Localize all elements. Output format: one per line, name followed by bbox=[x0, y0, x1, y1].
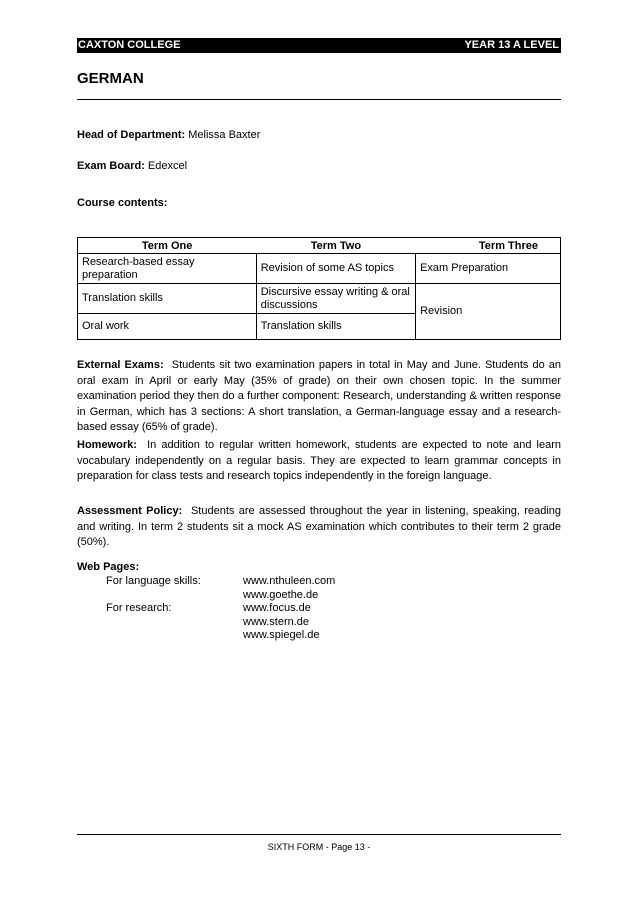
table-cell: Revision bbox=[416, 284, 561, 340]
header-bar bbox=[77, 38, 561, 53]
web-link[interactable]: www.focus.de bbox=[243, 602, 311, 614]
homework-text: In addition to regular written homework, students are expected to note and learn vocabulary independently on a regular basis. They are expected to learn grammar concepts in preparation for class tests and research topics independently in the foreign language. bbox=[77, 439, 561, 482]
web-link[interactable]: www.stern.de bbox=[243, 616, 310, 628]
table-header: Term One bbox=[78, 238, 257, 254]
web-pages-label: Web Pages: bbox=[77, 561, 140, 573]
web-link[interactable]: www.goethe.de bbox=[243, 589, 319, 601]
homework-label: Homework: bbox=[77, 439, 137, 451]
college-name: CAXTON COLLEGE bbox=[78, 39, 181, 51]
external-exams-label: External Exams: bbox=[77, 359, 164, 371]
hod-value: Melissa Baxter bbox=[188, 129, 261, 141]
table-header: Term Two bbox=[256, 238, 415, 254]
page-title: GERMAN bbox=[77, 70, 144, 87]
hod-label: Head of Department: bbox=[77, 129, 186, 141]
table-cell: Translation skills bbox=[256, 314, 415, 340]
language-skills-label: For language skills: bbox=[106, 575, 201, 587]
exam-board-value: Edexcel bbox=[147, 160, 188, 172]
web-link[interactable]: www.spiegel.de bbox=[243, 629, 320, 641]
homework-paragraph bbox=[77, 438, 561, 485]
table-cell: Discursive essay writing & oral discussions bbox=[256, 284, 415, 314]
table-cell: Translation skills bbox=[78, 284, 257, 314]
footer-divider bbox=[77, 834, 561, 835]
title-divider bbox=[77, 99, 561, 100]
course-contents-label: Course contents: bbox=[77, 197, 168, 209]
year-level: YEAR 13 A LEVEL bbox=[464, 39, 559, 51]
table-cell: Revision of some AS topics bbox=[256, 254, 415, 284]
research-label: For research: bbox=[106, 602, 172, 614]
table-row bbox=[78, 284, 561, 314]
external-exams-paragraph bbox=[77, 358, 561, 436]
web-link[interactable]: www.nthuleen.com bbox=[243, 575, 336, 587]
table-cell: Oral work bbox=[78, 314, 257, 340]
head-of-department bbox=[77, 129, 260, 141]
exam-board-label: Exam Board: bbox=[77, 160, 145, 172]
assessment-policy-text: Students are assessed throughout the year in listening, speaking, reading and writing. In term 2 students sit a mock AS examination which contributes to their term 2 grade (50%). bbox=[77, 505, 562, 548]
table-header: Term Three bbox=[416, 238, 561, 254]
page-footer: SIXTH FORM - Page 13 - bbox=[267, 842, 371, 852]
exam-board bbox=[77, 160, 187, 172]
external-exams-text: Students sit two examination papers in total in May and June. Students do an oral exam in April or early May (35% of grade) on their own chosen topic. In the summer examination period they then do a further component: Research, understanding & written response in German, which has 3 sections: A short translation, a German-language essay and a research-based essay (65% of grade). bbox=[77, 359, 561, 433]
assessment-policy-label: Assessment Policy: bbox=[77, 505, 183, 517]
table-cell: Research-based essay preparation bbox=[78, 254, 257, 284]
terms-table bbox=[77, 237, 561, 340]
assessment-policy-paragraph bbox=[77, 504, 561, 551]
table-cell: Exam Preparation bbox=[416, 254, 561, 284]
table-row bbox=[78, 254, 561, 284]
table-header-row bbox=[78, 238, 561, 254]
